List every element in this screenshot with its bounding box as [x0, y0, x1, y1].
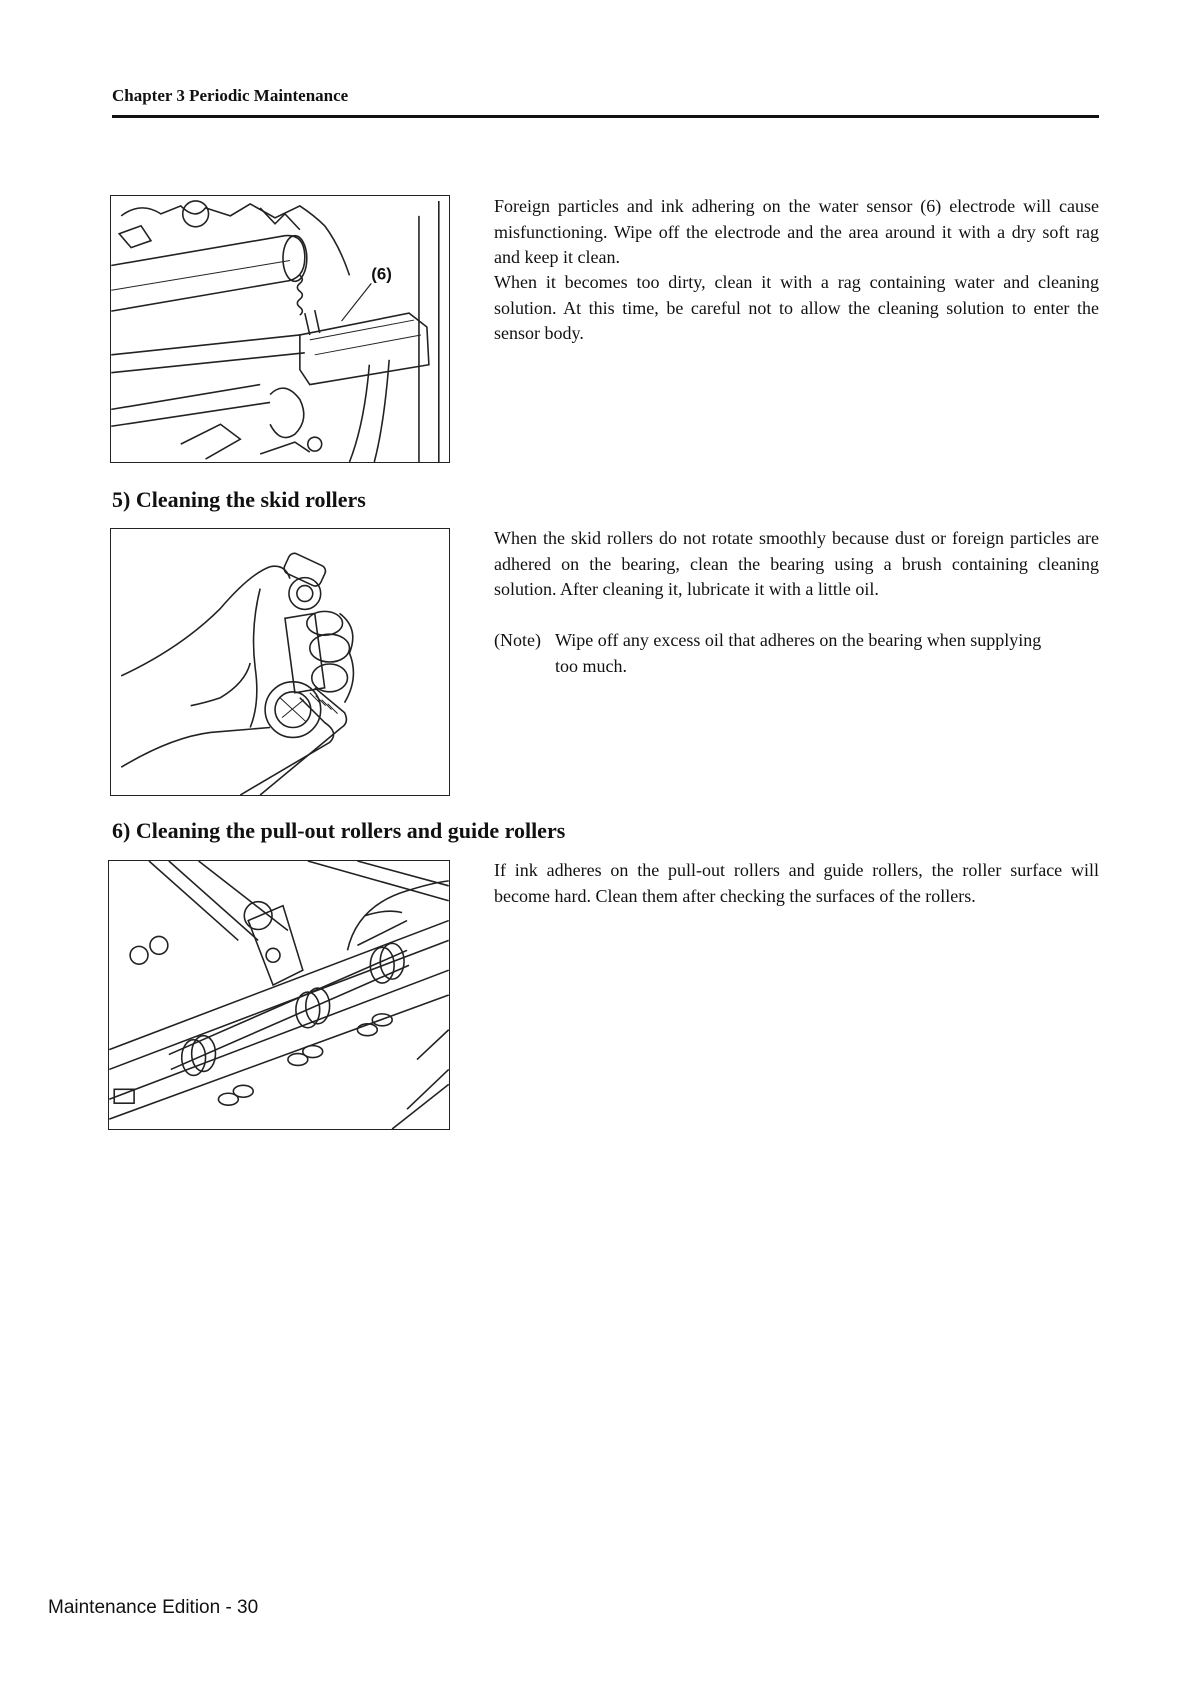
sensor-paragraph-2: When it becomes too dirty, clean it with a rag containing water and cleaning solution. At this time, be careful not to allow the cleaning solution to enter the sensor body.	[494, 272, 1099, 343]
skid-note	[494, 628, 1099, 680]
chapter-header: Chapter 3 Periodic Maintenance	[112, 86, 349, 105]
note-text-line-1: Wipe off any excess oil that adheres on the bearing when supplying	[555, 630, 1042, 650]
sensor-paragraph-1: Foreign particles and ink adhering on the water sensor (6) electrode will cause misfunctioning. Wipe off the electrode and the area around it with a dry soft rag and keep it clean.	[494, 196, 1099, 267]
note-text-line-2: too much.	[555, 655, 627, 676]
section-title-pullout-rollers: 6) Cleaning the pull-out rollers and guide rollers	[112, 818, 566, 843]
skid-roller-illustration	[110, 528, 450, 796]
pullout-rollers-illustration	[108, 860, 450, 1130]
page-footer: Maintenance Edition - 30	[48, 1597, 259, 1618]
water-sensor-illustration	[110, 195, 450, 463]
pullout-paragraph: If ink adheres on the pull-out rollers and guide rollers, the roller surface will become hard. Clean them after checking the surfaces of the rollers.	[494, 860, 1099, 906]
note-label: (Note)	[494, 630, 541, 650]
header-rule	[112, 115, 1099, 118]
skid-paragraph: When the skid rollers do not rotate smoothly because dust or foreign particles are adhered on the bearing, clean the bearing using a brush containing cleaning solution. After cleaning it, lubricate it with a little oil.	[494, 528, 1099, 599]
callout-6: (6)	[371, 264, 392, 284]
section-title-skid-rollers: 5) Cleaning the skid rollers	[112, 487, 366, 512]
